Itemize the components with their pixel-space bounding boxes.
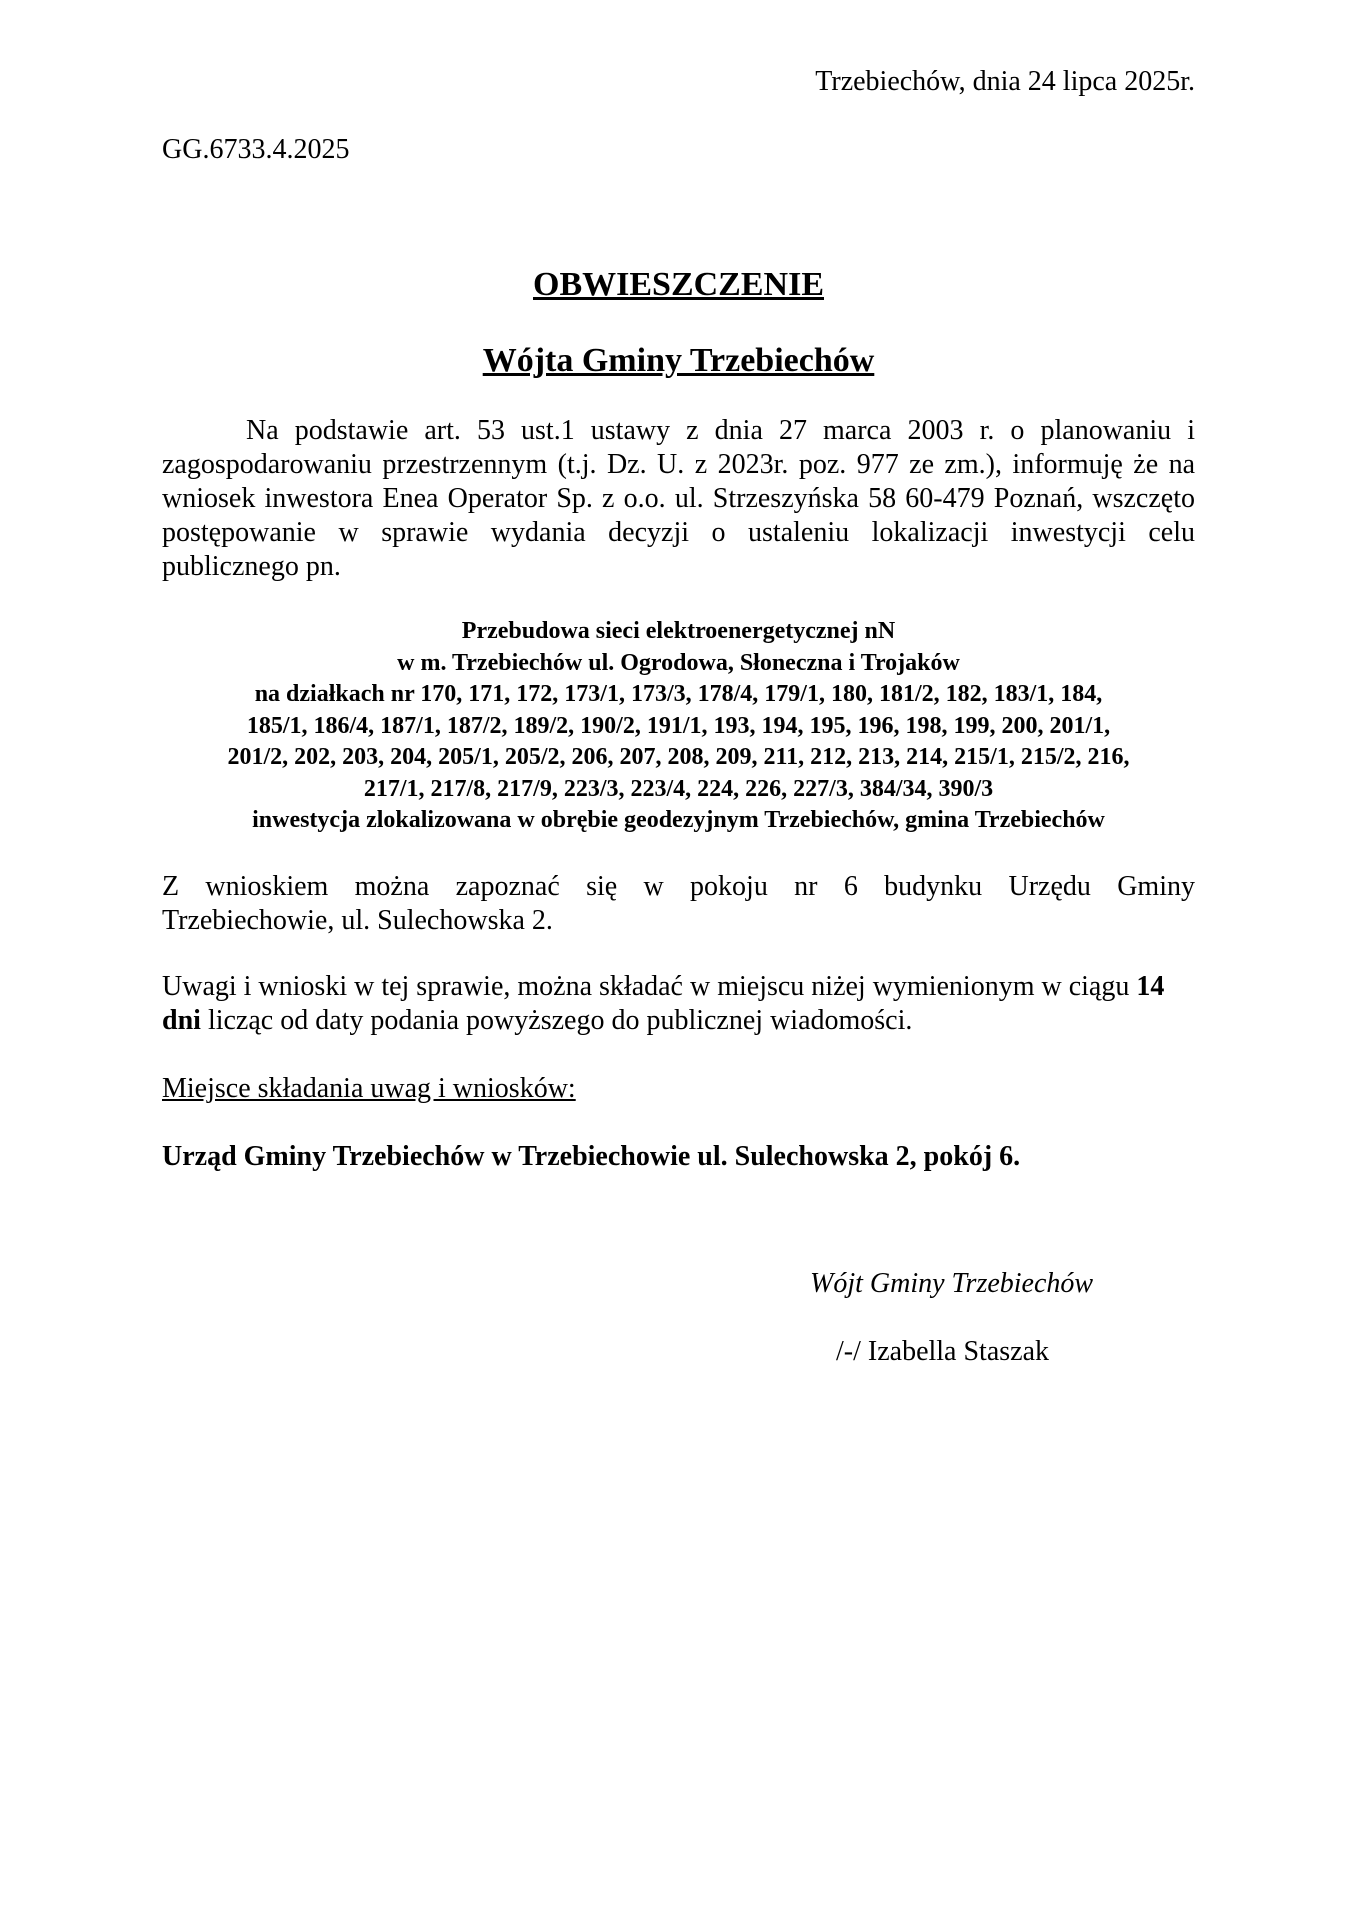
document-subtitle: Wójta Gminy Trzebiechów: [482, 342, 875, 379]
remarks-text-end: licząc od daty podania powyższego do publicznej wiadomości.: [200, 1005, 913, 1036]
signature-name: /-/ Izabella Staszak: [836, 1336, 1050, 1367]
project-description: [162, 616, 1195, 837]
info-line-1: Z wnioskiem można zapoznać się w pokoju nr 6 budynku Urzędu Gminy: [162, 871, 1195, 902]
project-line: 217/1, 217/8, 217/9, 223/3, 223/4, 224, 226, 227/3, 384/34, 390/3: [363, 775, 994, 802]
signature-role: Wójt Gminy Trzebiechów: [810, 1268, 1094, 1299]
info-line-2: Trzebiechowie, ul. Sulechowska 2.: [162, 905, 553, 936]
place-address: Urząd Gminy Trzebiechów w Trzebiechowie ul. Sulechowska 2, pokój 6.: [162, 1141, 1021, 1172]
remarks-deadline: 14 dni: [162, 971, 1165, 1036]
reference-number: GG.6733.4.2025: [162, 134, 350, 165]
project-line: Przebudowa sieci elektroenergetycznej nN: [461, 618, 896, 644]
document-date: Trzebiechów, dnia 24 lipca 2025r.: [815, 66, 1195, 97]
info-paragraph: [162, 870, 1195, 938]
document-title: OBWIESZCZENIE: [533, 266, 824, 303]
remarks-paragraph: [162, 970, 1195, 1038]
project-line: inwestycja zlokalizowana w obrębie geodezyjnym Trzebiechów, gmina Trzebiechów: [252, 807, 1105, 833]
project-line: na działkach nr 170, 171, 172, 173/1, 173/3, 178/4, 179/1, 180, 181/2, 182, 183/1, 184,: [254, 681, 1103, 707]
remarks-text: Uwagi i wnioski w tej sprawie, można składać w miejscu niżej wymienionym w ciągu: [162, 971, 1137, 1002]
place-label: Miejsce składania uwag i wniosków:: [162, 1073, 576, 1104]
project-line: w m. Trzebiechów ul. Ogrodowa, Słoneczna i Trojaków: [397, 649, 960, 676]
project-line: 185/1, 186/4, 187/1, 187/2, 189/2, 190/2, 191/1, 193, 194, 195, 196, 198, 199, 200, 201/1,: [246, 712, 1111, 739]
intro-paragraph: Na podstawie art. 53 ust.1 ustawy z dnia 27 marca 2003 r. o planowaniu i zagospodarowaniu przestrzennym (t.j. Dz. U. z 2023r. poz. 977 ze zm.), informuję że na wniosek inwestora Enea Operator Sp. z o.o. ul. Strzeszyńska 58 60-479 Poznań, wszczęto postępowanie w sprawie wydania decyzji o ustaleniu lokalizacji inwestycji celu publicznego pn.: [162, 415, 1195, 582]
project-line: 201/2, 202, 203, 204, 205/1, 205/2, 206, 207, 208, 209, 211, 212, 213, 214, 215/1, 215/2, 216,: [227, 744, 1130, 770]
